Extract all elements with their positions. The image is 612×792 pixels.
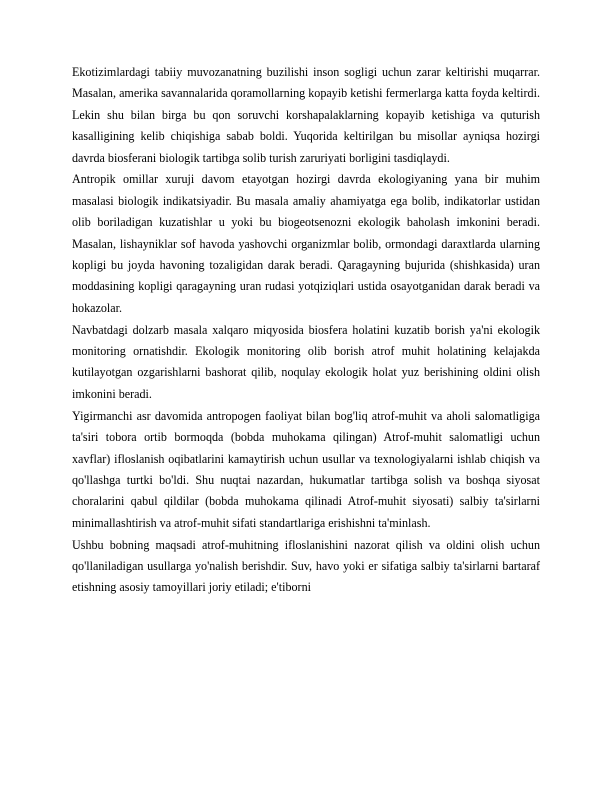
- paragraph: Yigirmanchi asr davomida antropogen faoliyat bilan bog'liq atrof-muhit va aholi salomatligiga ta'siri tobora ortib bormoqda (bobda muhokama qilingan) Atrof-muhit salomatligi uchun xavflar) ifloslanish oqibatlarini kamaytirish uchun usullar va texnologiyalarni ishlab chiqish va qo'llashga turtki bo'ldi. Shu nuqtai nazardan, hukumatlar tartibga solish va boshqa siyosat choralarini qabul qildilar (bobda muhokama qilinadi Atrof-muhit siyosati) salbiy ta'sirlarni minimallashtirish va atrof-muhit sifati standartlariga erishishni ta'minlash.: [72, 408, 540, 530]
- document-body: [72, 62, 540, 599]
- paragraph: Navbatdagi dolzarb masala xalqaro miqyosida biosfera holatini kuzatib borish ya'ni ekologik monitoring ornatishdir. Ekologik monitoring olib borish atrof muhit holatining kelajakda kutilayotgan ozgarishlarni bashorat qilib, noqulay ekologik holat yuz berishining oldini olish imkonini beradi.: [72, 322, 540, 401]
- paragraph: Antropik omillar xuruji davom etayotgan hozirgi davrda ekologiyaning yana bir muhim masalasi biologik indikatsiyadir. Bu masala amaliy ahamiyatga ega bolib, indikatorlar ustidan olib boriladigan kuzatishlar u yoki bu biogeotsenozni ekologik baholash imkonini beradi. Masalan, lishayniklar sof havoda yashovchi organizmlar bolib, ormondagi daraxtlarda ularning kopligi bu joyda havoning tozaligidan darak beradi. Qaragayning bujurida (shishkasida) uran moddasining kopligi qaragayning uran rudasi yotqiziqlari ustida osayotganidan darak beradi va hokazolar.: [72, 172, 540, 315]
- paragraph: Ekotizimlardagi tabiiy muvozanatning buzilishi inson sogligi uchun zarar keltirishi muqarrar. Masalan, amerika savannalarida qoramollarning kopayib ketishi fermerlarga katta foyda keltirdi. Lekin shu bilan birga bu qon soruvchi korshapalaklarning kopayib ketishiga va quturish kasalligining kelib chiqishiga sabab boldi. Yuqorida keltirilgan bu misollar ayniqsa hozirgi davrda biosferani biologik tartibga solib turish zaruriyati borligini tasdiqlaydi.: [72, 65, 540, 165]
- paragraph: Ushbu bobning maqsadi atrof-muhitning ifloslanishini nazorat qilish va oldini olish uchun qo'llaniladigan usullarga yo'nalish berishdir. Suv, havo yoki er sifatiga salbiy ta'sirlarni bartaraf etishning asosiy tamoyillari joriy etiladi; e'tiborni: [72, 537, 540, 595]
